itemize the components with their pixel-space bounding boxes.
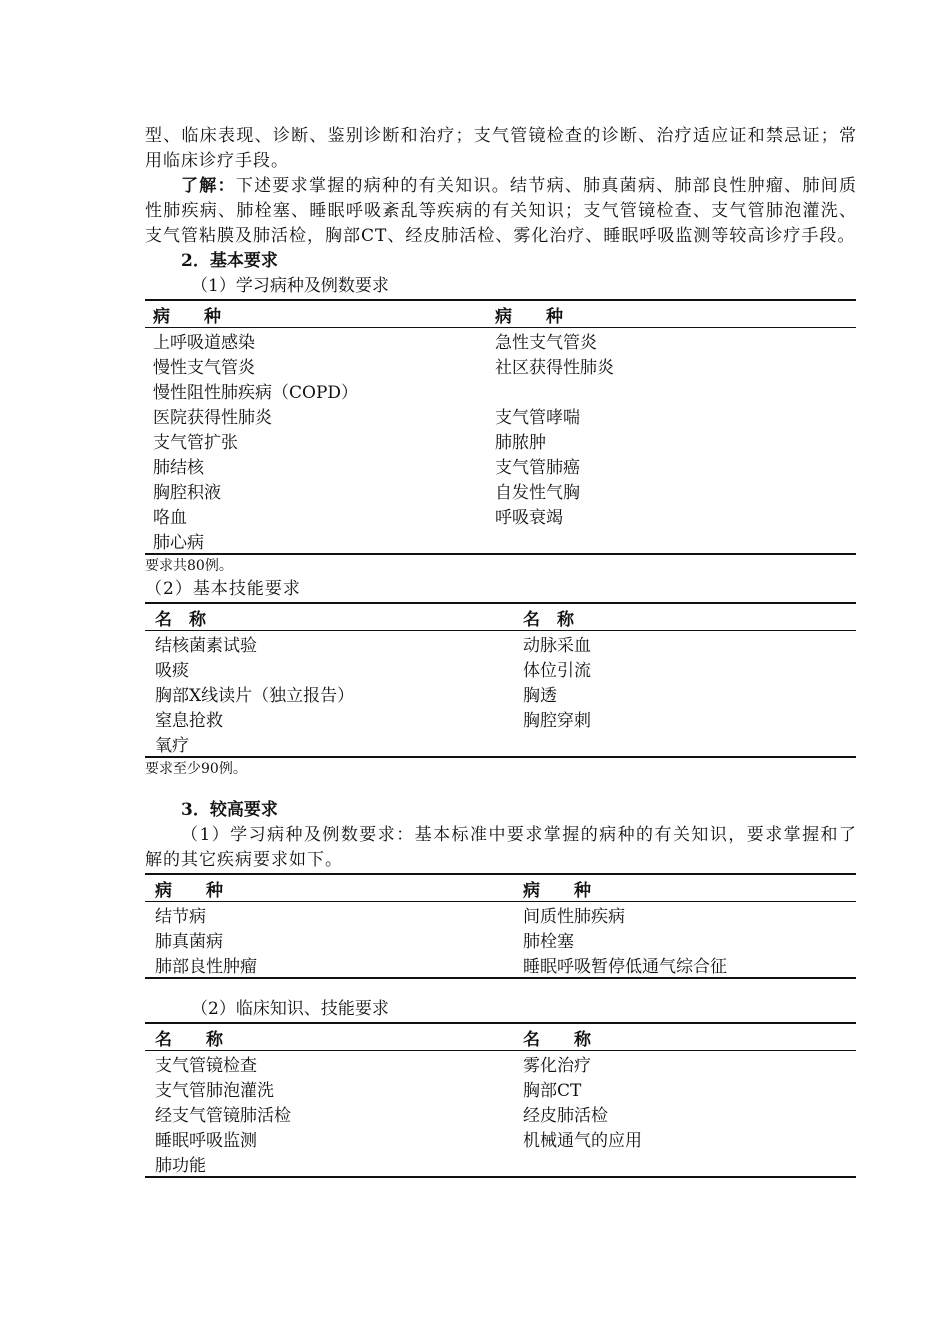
table-cell: 胸透 bbox=[523, 686, 557, 706]
table-cell: 慢性阻性肺疾病（COPD） bbox=[153, 383, 359, 403]
document-page bbox=[145, 124, 857, 1178]
column-header: 病 种 bbox=[145, 874, 519, 902]
table-cell: 肺结核 bbox=[153, 458, 204, 478]
table-cell: 经皮肺活检 bbox=[523, 1106, 608, 1126]
table-header-row bbox=[145, 603, 856, 631]
column-header: 名 称 bbox=[145, 1023, 519, 1051]
table-cell bbox=[519, 1151, 856, 1177]
table-row bbox=[145, 1076, 856, 1101]
table-row bbox=[145, 403, 856, 428]
column-header: 名 称 bbox=[519, 1023, 856, 1051]
table-row bbox=[145, 731, 856, 757]
table-cell: 动脉采血 bbox=[523, 636, 591, 656]
understand-paragraph bbox=[145, 174, 857, 249]
table-row bbox=[145, 428, 856, 453]
table-row bbox=[145, 353, 856, 378]
table-cell: 医院获得性肺炎 bbox=[153, 408, 272, 428]
basic-diseases-note: 要求共80例。 bbox=[145, 558, 233, 574]
table-cell bbox=[519, 731, 856, 757]
table-row bbox=[145, 1151, 856, 1177]
table-cell: 体位引流 bbox=[523, 661, 591, 681]
table-cell: 自发性气胸 bbox=[495, 483, 580, 503]
table-header-row bbox=[145, 874, 856, 902]
basic-skills-title: （2）基本技能要求 bbox=[145, 579, 301, 599]
table-row bbox=[145, 378, 856, 403]
table-cell: 氧疗 bbox=[155, 736, 189, 756]
table-row bbox=[145, 902, 856, 928]
table-row bbox=[145, 503, 856, 528]
basic-skills-note: 要求至少90例。 bbox=[145, 761, 247, 777]
table-header-row bbox=[145, 300, 856, 328]
table-cell: 睡眠呼吸暂停低通气综合征 bbox=[523, 957, 727, 977]
table-row bbox=[145, 528, 856, 554]
table-row bbox=[145, 1051, 856, 1077]
table-row bbox=[145, 656, 856, 681]
column-header: 病 种 bbox=[519, 874, 856, 902]
table-cell: 胸腔积液 bbox=[153, 483, 221, 503]
table-cell: 结核菌素试验 bbox=[155, 636, 257, 656]
table-cell: 胸部CT bbox=[523, 1081, 582, 1101]
advanced-diseases-table bbox=[145, 873, 856, 979]
table-cell: 咯血 bbox=[153, 508, 187, 528]
table-cell: 支气管肺泡灌洗 bbox=[155, 1081, 274, 1101]
basic-skills-table bbox=[145, 602, 856, 758]
advanced-skills-table bbox=[145, 1022, 856, 1178]
basic-diseases-title: （1）学习病种及例数要求 bbox=[191, 276, 389, 296]
table-cell: 支气管哮喘 bbox=[495, 408, 580, 428]
advanced-skills-title: （2）临床知识、技能要求 bbox=[191, 999, 389, 1019]
basic-requirements-heading: 2．基本要求 bbox=[181, 251, 278, 271]
table-cell: 支气管肺癌 bbox=[495, 458, 580, 478]
understand-label: 了解： bbox=[181, 176, 236, 196]
table-cell: 肺部良性肿瘤 bbox=[155, 957, 257, 977]
advanced-requirements-heading: 3．较高要求 bbox=[181, 800, 278, 820]
table-row bbox=[145, 681, 856, 706]
table-row bbox=[145, 1101, 856, 1126]
table-cell: 肺功能 bbox=[155, 1156, 206, 1176]
table-cell: 慢性支气管炎 bbox=[153, 358, 255, 378]
table-row bbox=[145, 1126, 856, 1151]
column-header: 病 种 bbox=[145, 300, 493, 328]
table-cell: 呼吸衰竭 bbox=[495, 508, 563, 528]
spacer bbox=[145, 780, 857, 798]
basic-diseases-table bbox=[145, 299, 856, 555]
table-row bbox=[145, 706, 856, 731]
intro-paragraph: 型、临床表现、诊断、鉴别诊断和治疗；支气管镜检查的诊断、治疗适应证和禁忌证；常用临床诊疗手段。 bbox=[145, 126, 857, 171]
table-cell: 经支气管镜肺活检 bbox=[155, 1106, 291, 1126]
table-cell: 胸部X线读片（独立报告） bbox=[155, 686, 355, 706]
table-cell: 支气管扩张 bbox=[153, 433, 238, 453]
column-header: 名 称 bbox=[519, 603, 856, 631]
table-cell: 急性支气管炎 bbox=[495, 333, 597, 353]
table-row bbox=[145, 453, 856, 478]
table-cell: 社区获得性肺炎 bbox=[495, 358, 614, 378]
column-header: 病 种 bbox=[493, 300, 856, 328]
table-cell: 睡眠呼吸监测 bbox=[155, 1131, 257, 1151]
table-row bbox=[145, 478, 856, 503]
table-cell bbox=[493, 528, 856, 554]
table-cell: 肺心病 bbox=[153, 533, 204, 553]
table-header-row bbox=[145, 1023, 856, 1051]
table-cell: 窒息抢救 bbox=[155, 711, 223, 731]
table-cell: 机械通气的应用 bbox=[523, 1131, 642, 1151]
table-cell: 间质性肺疾病 bbox=[523, 907, 625, 927]
table-row bbox=[145, 927, 856, 952]
table-row bbox=[145, 328, 856, 354]
table-cell: 支气管镜检查 bbox=[155, 1056, 257, 1076]
table-cell: 吸痰 bbox=[155, 661, 189, 681]
table-cell: 肺脓肿 bbox=[495, 433, 546, 453]
table-cell: 结节病 bbox=[155, 907, 206, 927]
understand-text: 下述要求掌握的病种的有关知识。结节病、肺真菌病、肺部良性肿瘤、肺间质性肺疾病、肺栓塞、睡眠呼吸紊乱等疾病的有关知识；支气管镜检查、支气管肺泡灌洗、支气管粘膜及肺活检，胸部CT、经皮肺活检、雾化治疗、睡眠呼吸监测等较高诊疗手段。 bbox=[145, 176, 858, 246]
table-cell: 上呼吸道感染 bbox=[153, 333, 255, 353]
table-row bbox=[145, 952, 856, 978]
table-cell: 肺栓塞 bbox=[523, 932, 574, 952]
table-cell bbox=[493, 378, 856, 403]
table-row bbox=[145, 631, 856, 657]
spacer bbox=[145, 979, 857, 997]
table-cell: 肺真菌病 bbox=[155, 932, 223, 952]
advanced-diseases-title: （1）学习病种及例数要求：基本标准中要求掌握的病种的有关知识，要求掌握和了解的其它疾病要求如下。 bbox=[145, 825, 857, 870]
column-header: 名 称 bbox=[145, 603, 519, 631]
table-cell: 胸腔穿刺 bbox=[523, 711, 591, 731]
table-cell: 雾化治疗 bbox=[523, 1056, 591, 1076]
